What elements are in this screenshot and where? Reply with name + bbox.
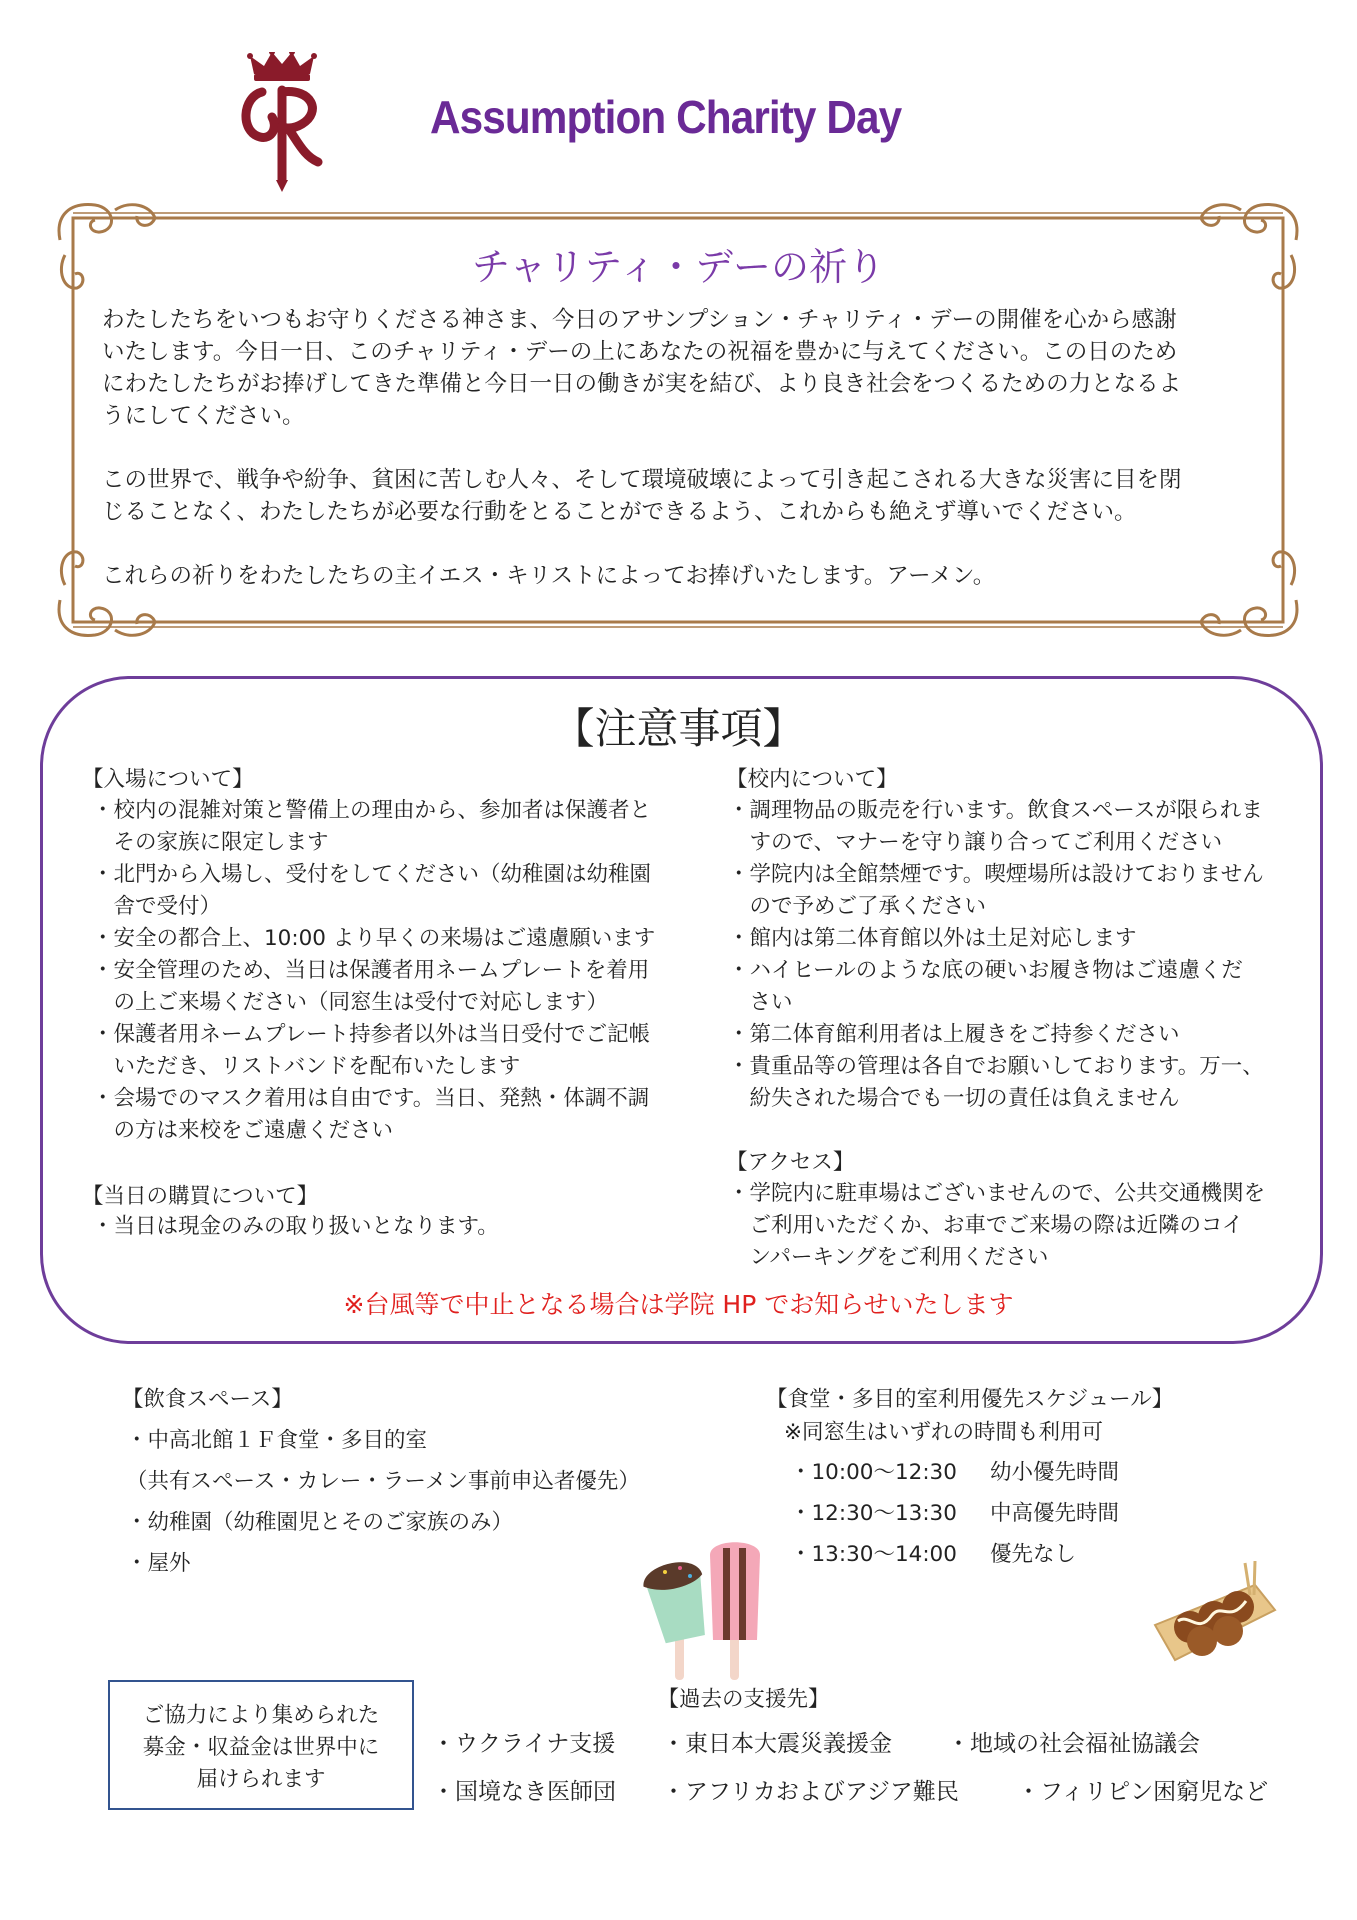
- list-item: ・調理物品の販売を行います。飲食スペースが限られま: [728, 798, 1263, 823]
- donation-line: 募金・収益金は世界中に: [142, 1735, 380, 1760]
- prayer-line: わたしたちをいつもお守りくださる神さま、今日のアサンプション・チャリティ・デーの開催を心から感謝: [102, 307, 1177, 333]
- access-list: [728, 1178, 1288, 1274]
- list-item: その家族に限定します: [92, 830, 329, 855]
- prayer-title: チャリティ・デーの祈り: [471, 245, 886, 289]
- donation-line: 届けられます: [196, 1767, 326, 1792]
- donation-line: ご協力により集められた: [142, 1703, 380, 1728]
- schedule-label: 中高優先時間: [990, 1501, 1120, 1526]
- schedule-list: [790, 1452, 1119, 1575]
- schedule-time: ・12:30～13:30: [790, 1501, 957, 1526]
- list-item: （共有スペース・カレー・ラーメン事前申込者優先）: [126, 1469, 640, 1494]
- past-support-item: ・アフリカおよびアジア難民: [662, 1779, 959, 1805]
- prayer-line: にわたしたちがお捧げしてきた準備と今日一日の働きが実を結び、より良き社会をつくるための力となるよ: [102, 371, 1182, 397]
- list-item: ・屋外: [126, 1551, 191, 1576]
- list-item: の方は来校をご遠慮ください: [92, 1118, 394, 1143]
- list-item: ・学院内は全館禁煙です。喫煙場所は設けておりません: [728, 862, 1264, 887]
- prayer-line: この世界で、戦争や紛争、貧困に苦しむ人々、そして環境破壊によって引き起こされる大きな災害に目を閉: [102, 467, 1182, 493]
- schedule-heading: 【食堂・多目的室利用優先スケジュール】: [766, 1387, 1174, 1412]
- list-item: ・幼稚園（幼稚園児とそのご家族のみ）: [126, 1510, 514, 1535]
- schedule-note: ※同窓生はいずれの時間も利用可: [784, 1420, 1104, 1445]
- prayer-line: いたします。今日一日、このチャリティ・デーの上にあなたの祝福を豊かに与えてください。この日のため: [102, 339, 1178, 365]
- list-item: ・第二体育館利用者は上履きをご持参ください: [728, 1022, 1180, 1047]
- past-support-row: [432, 1725, 1200, 1758]
- list-item: すので、マナーを守り譲り合ってご利用ください: [728, 830, 1223, 855]
- prayer-line: じることなく、わたしたちが必要な行動をとることができるよう、これからも絶えず導いでください。: [102, 499, 1137, 525]
- schedule-time: ・13:30～14:00: [790, 1542, 957, 1567]
- list-item: ・貴重品等の管理は各自でお願いしております。万一、: [728, 1054, 1264, 1079]
- list-item: ・校内の混雑対策と警備上の理由から、参加者は保護者と: [92, 798, 652, 823]
- list-item: ンパーキングをご利用ください: [728, 1245, 1049, 1270]
- access-heading: 【アクセス】: [726, 1150, 855, 1175]
- prayer-line: うにしてください。: [102, 403, 305, 429]
- list-item: ご利用いただくか、お車でご来場の際は近隣のコイ: [728, 1213, 1244, 1238]
- school-crest-logo: [232, 52, 332, 192]
- schedule-label: 優先なし: [990, 1542, 1077, 1567]
- schedule-row: [790, 1493, 1119, 1534]
- past-support-item: ・国境なき医師団: [432, 1779, 616, 1805]
- list-item: の上ご来場ください（同窓生は受付で対応します）: [92, 990, 609, 1015]
- schedule-time: ・10:00～12:30: [790, 1460, 957, 1485]
- food-space-heading: 【飲食スペース】: [122, 1387, 293, 1412]
- takoyaki-illustration: [1150, 1555, 1280, 1670]
- list-item: ・安全の都合上、10:00 より早くの来場はご遠慮願います: [92, 926, 656, 951]
- typhoon-notice: ※台風等で中止となる場合は学院 HP でお知らせいたします: [343, 1290, 1014, 1319]
- past-support-item: ・ウクライナ支援: [432, 1731, 616, 1757]
- list-item: ・保護者用ネームプレート持参者以外は当日受付でご記帳: [92, 1022, 651, 1047]
- list-item: 紛失された場合でも一切の責任は負えません: [728, 1086, 1180, 1111]
- schedule-label: 幼小優先時間: [990, 1460, 1120, 1485]
- event-title: Assumption Charity Day: [430, 91, 902, 143]
- past-support-heading: 【過去の支援先】: [657, 1687, 830, 1712]
- list-item: いただき、リストバンドを配布いたします: [92, 1054, 521, 1079]
- list-item: ・中高北館１Ｆ食堂・多目的室: [126, 1428, 428, 1453]
- prayer-line: これらの祈りをわたしたちの主イエス・キリストによってお捧げいたします。アーメン。: [102, 563, 996, 589]
- list-item: ので予めご了承ください: [728, 894, 987, 919]
- list-item: ・北門から入場し、受付をしてください（幼稚園は幼稚園: [92, 862, 652, 887]
- past-support-row: [432, 1773, 1268, 1806]
- list-item: 舎で受付）: [92, 894, 222, 919]
- list-item: ・ハイヒールのような底の硬いお履き物はご遠慮くだ: [728, 958, 1243, 983]
- list-item: ・学院内に駐車場はございませんので、公共交通機関を: [728, 1181, 1266, 1206]
- schedule-row: [790, 1534, 1119, 1575]
- list-item: ・安全管理のため、当日は保護者用ネームプレートを着用: [92, 958, 650, 983]
- past-support-item: ・地域の社会福祉協議会: [947, 1731, 1200, 1757]
- entry-heading: 【入場について】: [82, 767, 254, 792]
- campus-list: [728, 795, 1288, 1115]
- list-item: ・当日は現金のみの取り扱いとなります。: [92, 1214, 499, 1239]
- prayer-paragraph-3: [102, 560, 1252, 592]
- food-space-list: [126, 1420, 640, 1584]
- prayer-paragraph-1: [102, 304, 1252, 432]
- campus-heading: 【校内について】: [726, 767, 898, 792]
- list-item: ・館内は第二体育館以外は土足対応します: [728, 926, 1137, 951]
- list-item: さい: [728, 990, 793, 1015]
- purchase-heading: 【当日の購買について】: [82, 1184, 319, 1209]
- caution-title: 【注意事項】: [552, 704, 805, 753]
- ice-pop-illustration: [635, 1540, 785, 1690]
- prayer-paragraph-2: [102, 464, 1252, 528]
- past-support-item: ・東日本大震災義援金: [662, 1731, 892, 1757]
- entry-list: [92, 795, 692, 1147]
- past-support-item: ・フィリピン困窮児など: [1017, 1779, 1269, 1805]
- purchase-list: [92, 1211, 499, 1243]
- list-item: ・会場でのマスク着用は自由です。当日、発熱・体調不調: [92, 1086, 650, 1111]
- schedule-row: [790, 1452, 1119, 1493]
